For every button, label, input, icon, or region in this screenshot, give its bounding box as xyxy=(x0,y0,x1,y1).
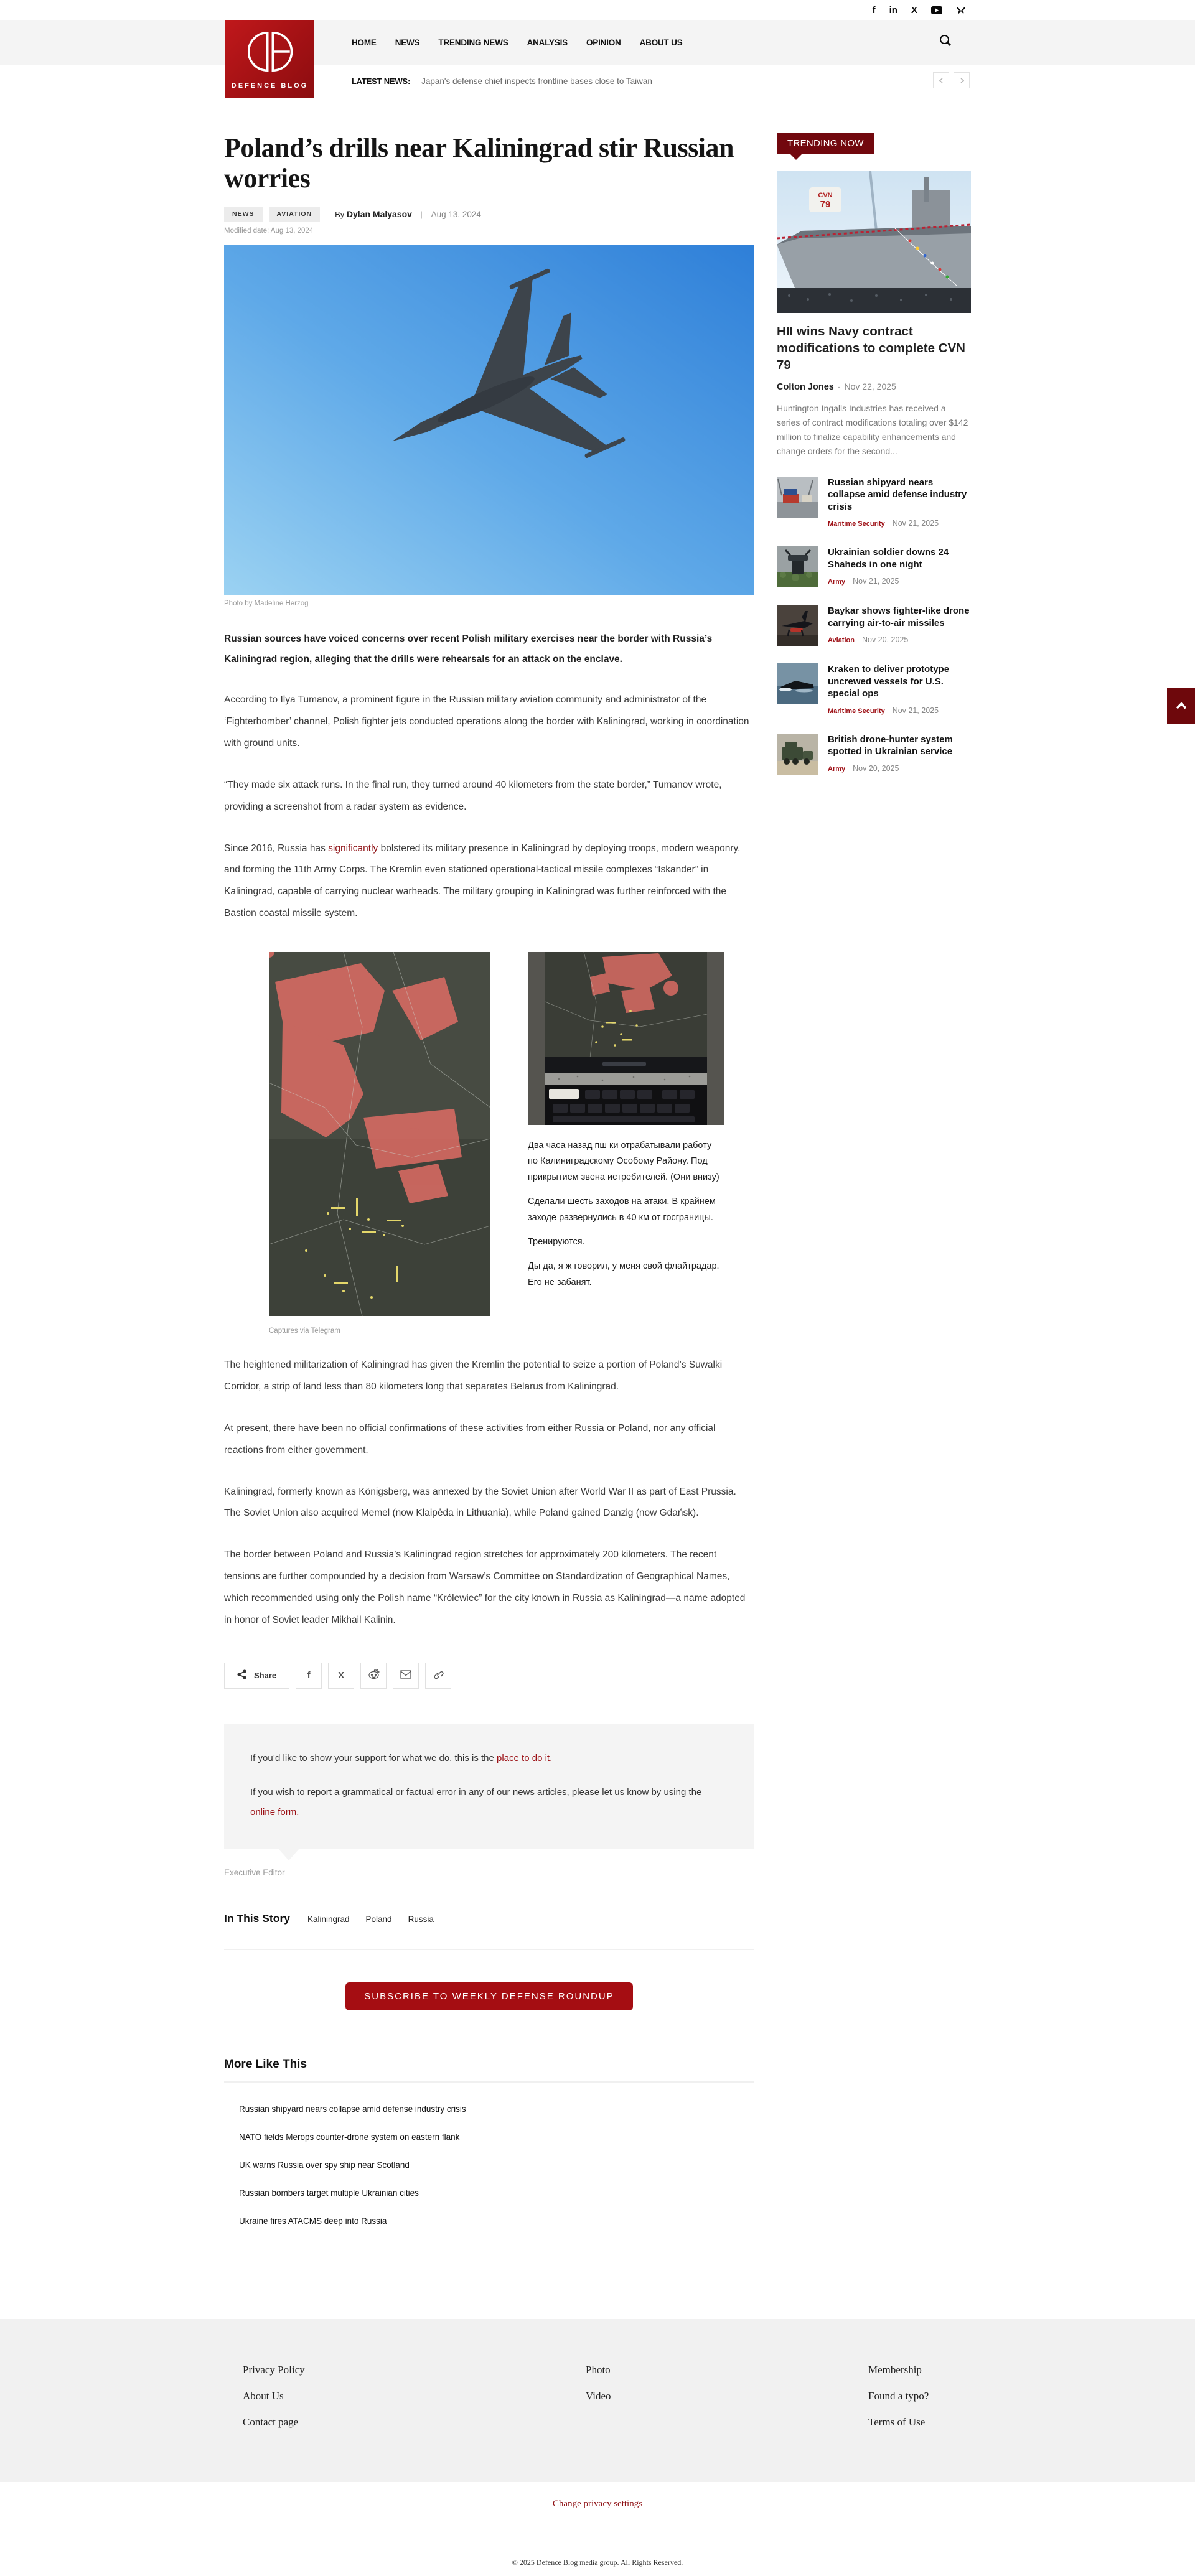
support-line-1-text: If you’d like to show your support for what we do, this is the xyxy=(250,1752,497,1763)
sidebar-item-category[interactable]: Maritime Security xyxy=(828,520,885,528)
main-nav-band xyxy=(0,20,1195,65)
radar-map-image xyxy=(269,952,490,1316)
telegram-captures-figure xyxy=(224,952,754,1316)
nav-news[interactable]: NEWS xyxy=(395,38,420,47)
modified-date: Modified date: Aug 13, 2024 xyxy=(224,226,314,235)
footer-link-membership[interactable]: Membership xyxy=(868,2364,922,2376)
paragraph-4 xyxy=(224,838,754,925)
more-like-this xyxy=(224,2058,754,2226)
sidebar-item-title[interactable]: British drone-hunter system spotted in Ukrainian service xyxy=(828,734,953,757)
telegram-message xyxy=(528,1138,724,1290)
share-email-button[interactable] xyxy=(393,1663,419,1689)
telegram-line-1: Два часа назад пш ки отрабатывали работу по Калиниградскому Особому Району. Под прикрытием звена истребителей. (Они внизу) xyxy=(528,1141,719,1182)
article-title: Poland’s drills near Kaliningrad stir Russian worries xyxy=(224,133,734,194)
sidebar-item xyxy=(777,663,971,716)
support-line-1 xyxy=(250,1748,728,1768)
search-button[interactable] xyxy=(939,34,952,49)
support-line-2 xyxy=(250,1783,728,1822)
support-link[interactable]: place to do it. xyxy=(497,1752,553,1763)
share-row xyxy=(224,1663,754,1689)
svg-text:CVN: CVN xyxy=(818,192,833,199)
hero-caption: Photo by Madeline Herzog xyxy=(224,599,309,607)
thumbnail-uncrewed-vessel[interactable] xyxy=(777,663,818,704)
thumbnail-baykar-drone[interactable] xyxy=(777,605,818,646)
footer xyxy=(0,2319,1195,2482)
ticker-next-button[interactable] xyxy=(954,72,970,88)
telegram-line-2: Сделали шесть заходов на атаки. В крайнем заходе развернулись в 40 км от госграницы. xyxy=(528,1197,716,1223)
svg-text:79: 79 xyxy=(820,199,831,210)
featured-meta xyxy=(777,381,971,392)
featured-image-carrier[interactable] xyxy=(777,171,971,313)
thumbnail-drone-hunter-truck[interactable] xyxy=(777,734,818,775)
paragraph-7: Kaliningrad, formerly known as Königsberg, was annexed by the Soviet Union after World War II as part of East Prussia. The Soviet Union also acquired Memel (now Klaipėda in Lithuania), while Poland gained Danzig (now Gdańsk). xyxy=(224,1486,736,1519)
related-link[interactable]: UK warns Russia over spy ship near Scotland xyxy=(239,2160,410,2170)
footer-column-2 xyxy=(473,2364,722,2429)
significantly-link[interactable]: significantly xyxy=(328,842,378,854)
facebook-icon[interactable]: f xyxy=(872,4,876,16)
sidebar-item-date: Nov 20, 2025 xyxy=(862,635,909,645)
sidebar-item-date: Nov 21, 2025 xyxy=(853,577,899,586)
telegram-line-4: Ды да, я ж говорил, у меня свой флайтрадар. Его не забанят. xyxy=(528,1261,719,1287)
social-links xyxy=(873,6,966,15)
sidebar-item-title[interactable]: Ukrainian soldier downs 24 Shaheds in one night xyxy=(828,547,949,570)
sidebar-item-title[interactable]: Russian shipyard nears collapse amid defense industry crisis xyxy=(828,477,967,512)
chevron-left-icon xyxy=(939,76,944,85)
nav-trending-news[interactable]: TRENDING NEWS xyxy=(438,38,508,47)
trending-now-badge: TRENDING NOW xyxy=(777,133,874,154)
story-tag-russia[interactable]: Russia xyxy=(408,1915,434,1925)
footer-link-photo[interactable]: Photo xyxy=(586,2364,611,2376)
sidebar xyxy=(777,133,971,2226)
footer-link-terms-of-use[interactable]: Terms of Use xyxy=(868,2416,926,2429)
footer-link-privacy-policy[interactable]: Privacy Policy xyxy=(243,2364,305,2376)
story-tag-kaliningrad[interactable]: Kaliningrad xyxy=(307,1915,350,1925)
paragraph-4-start: Since 2016, Russia has xyxy=(224,842,329,854)
ticker-label: LATEST NEWS: xyxy=(352,76,411,86)
article-main xyxy=(224,133,754,2226)
share-button[interactable] xyxy=(224,1663,289,1689)
category-tag-news[interactable]: NEWS xyxy=(224,207,263,222)
share-x-button[interactable] xyxy=(328,1663,354,1689)
related-link[interactable]: NATO fields Merops counter-drone system on eastern flank xyxy=(239,2132,460,2142)
nav-opinion[interactable]: OPINION xyxy=(586,38,621,47)
related-link[interactable]: Ukraine fires ATACMS deep into Russia xyxy=(239,2216,387,2226)
share-label: Share xyxy=(254,1671,277,1681)
sidebar-item-category[interactable]: Aviation xyxy=(828,637,855,645)
article-meta xyxy=(224,207,754,222)
paragraph-8: The border between Poland and Russia’s Kaliningrad region stretches for approximately 200 kilometers. The recent tensions are further compounded by a decision from Warsaw’s Committee on Standardization of Geographical Names, which recommended using only the Polish name “Królewiec” for the city known in Russia as Kaliningrad—a name adopted in honor of Soviet leader Mikhail Kalinin. xyxy=(224,1549,746,1625)
link-icon xyxy=(433,1669,444,1682)
facebook-icon: f xyxy=(307,1670,311,1681)
thumbnail-drone-gun[interactable] xyxy=(777,546,818,587)
featured-excerpt: Huntington Ingalls Industries has received a series of contract modifications totaling over $142 million to finalize capability enhancements and change orders for the second... xyxy=(777,403,968,457)
youtube-icon[interactable] xyxy=(931,6,942,14)
related-link[interactable]: Russian shipyard nears collapse amid defense industry crisis xyxy=(239,2104,466,2114)
linkedin-icon[interactable]: in xyxy=(889,4,897,16)
in-this-story-label: In This Story xyxy=(224,1912,290,1925)
support-box xyxy=(224,1724,754,1850)
byline-prefix: By xyxy=(335,209,345,219)
sidebar-item-date: Nov 21, 2025 xyxy=(892,706,939,715)
email-icon xyxy=(400,1670,411,1681)
paragraph-3: “They made six attack runs. In the final run, they turned around 40 kilometers from the state border,” Tumanov wrote, providing a screenshot from a radar system as evidence. xyxy=(224,779,722,812)
in-this-story xyxy=(224,1912,754,1925)
meta-dash: - xyxy=(837,381,841,392)
nav-about-us[interactable]: ABOUT US xyxy=(639,38,683,47)
share-icon xyxy=(237,1669,246,1681)
x-icon: X xyxy=(338,1670,345,1681)
top-social-bar xyxy=(0,0,1195,20)
author-link[interactable]: Dylan Malyasov xyxy=(346,208,412,219)
paragraph-4-end: bolstered its military presence in Kaliningrad by deploying troops, modern weaponry, and forming the 11th Army Corps. The Kremlin even stationed operational-tactical missile complexes “Iskander” in Kaliningrad, capable of carrying nuclear warheads. The military grouping in Kaliningrad was further reinforced with the Bastion coastal missile system. xyxy=(224,842,741,919)
thumbnail-shipyard[interactable] xyxy=(777,477,818,518)
sidebar-item-category[interactable]: Maritime Security xyxy=(828,707,885,715)
sidebar-item xyxy=(777,605,971,646)
chevron-up-icon xyxy=(1176,702,1186,712)
logo-wordmark: DEFENCE BLOG xyxy=(231,82,309,90)
nav-analysis[interactable]: ANALYSIS xyxy=(527,38,568,47)
sidebar-item-category[interactable]: Army xyxy=(828,765,846,773)
badge-notch xyxy=(790,154,802,160)
sidebar-item-category[interactable]: Army xyxy=(828,578,846,586)
telegram-caption: Captures via Telegram xyxy=(269,1327,340,1335)
main-nav xyxy=(352,38,683,47)
phone-radar-photo xyxy=(528,952,724,1125)
share-copy-link-button[interactable] xyxy=(425,1663,451,1689)
share-facebook-button[interactable] xyxy=(296,1663,322,1689)
executive-editor-label: Executive Editor xyxy=(224,1868,285,1878)
support-box-pointer xyxy=(279,1849,299,1860)
site-logo[interactable] xyxy=(225,20,314,98)
footer-column-1 xyxy=(224,2364,473,2429)
copyright-notice: © 2025 Defence Blog media group. All Rights Reserved. xyxy=(512,2558,683,2567)
sidebar-item-date: Nov 21, 2025 xyxy=(892,519,939,528)
sidebar-item-title[interactable]: Kraken to deliver prototype uncrewed vessels for U.S. special ops xyxy=(828,664,950,699)
featured-title[interactable]: HII wins Navy contract modifications to complete CVN 79 xyxy=(777,324,965,373)
ticker-headline[interactable]: Japan's defense chief inspects frontline bases close to Taiwan xyxy=(421,76,652,86)
paragraph-2: According to Ilya Tumanov, a prominent figure in the Russian military aviation community and administrator of the ‘Fighterbomber’ channel, Polish fighter jets conducted operations along the border with Kaliningrad, working in coordination with ground units. xyxy=(224,694,749,749)
byline xyxy=(335,209,481,219)
ticker-prev-button[interactable] xyxy=(933,72,949,88)
featured-author-link[interactable]: Colton Jones xyxy=(777,382,834,393)
hero-image-fighter-jet xyxy=(224,245,754,595)
sidebar-item xyxy=(777,546,971,587)
footer-link-contact-page[interactable]: Contact page xyxy=(243,2416,299,2429)
footer-link-about-us[interactable]: About Us xyxy=(243,2390,284,2402)
footer-link-video[interactable]: Video xyxy=(586,2390,611,2402)
x-icon[interactable]: X xyxy=(911,4,917,16)
category-tag-aviation[interactable]: AVIATION xyxy=(269,207,321,222)
story-tag-poland[interactable]: Poland xyxy=(365,1915,392,1925)
online-form-link[interactable]: online form. xyxy=(250,1806,299,1818)
divider xyxy=(224,1949,754,1950)
back-to-top-button[interactable] xyxy=(1167,688,1195,724)
bluesky-icon[interactable] xyxy=(956,6,966,14)
search-icon xyxy=(939,40,952,49)
support-line-2-text: If you wish to report a grammatical or factual error in any of our news articles, please let us know by using the xyxy=(250,1787,702,1798)
change-privacy-settings-link[interactable]: Change privacy settings xyxy=(552,2499,643,2509)
sidebar-item xyxy=(777,734,971,775)
reddit-icon xyxy=(368,1669,380,1682)
sidebar-item xyxy=(777,477,971,530)
nav-home[interactable]: HOME xyxy=(352,38,377,47)
latest-news-ticker xyxy=(0,65,1195,96)
paragraph-5: The heightened militarization of Kaliningrad has given the Kremlin the potential to seize a portion of Poland’s Suwalki Corridor, a strip of land less than 80 kilometers long that separates Belarus from Kaliningrad. xyxy=(224,1360,723,1392)
sidebar-item-title[interactable]: Baykar shows fighter-like drone carrying air-to-air missiles xyxy=(828,605,970,628)
byline-divider: | xyxy=(420,209,423,219)
more-like-this-title: More Like This xyxy=(224,2058,307,2071)
lead-paragraph: Russian sources have voiced concerns over recent Polish military exercises near the border with Russia’s Kaliningrad region, alleging that the drills were rehearsals for an attack on the enclave. xyxy=(224,633,713,665)
paragraph-6: At present, there have been no official confirmations of these activities from either Russia or Poland, nor any official reactions from either government. xyxy=(224,1422,716,1455)
featured-date: Nov 22, 2025 xyxy=(844,381,896,392)
publish-date: Aug 13, 2024 xyxy=(431,209,481,219)
chevron-right-icon xyxy=(959,76,965,85)
share-reddit-button[interactable] xyxy=(360,1663,387,1689)
footer-link-found-a-typo[interactable]: Found a typo? xyxy=(868,2390,929,2402)
subscribe-button[interactable]: SUBSCRIBE TO WEEKLY DEFENSE ROUNDUP xyxy=(345,1982,632,2010)
footer-column-3 xyxy=(722,2364,971,2429)
telegram-line-3: Тренируются. xyxy=(528,1236,585,1247)
divider xyxy=(224,2081,754,2083)
defence-blog-emblem-icon xyxy=(248,29,293,77)
related-link[interactable]: Russian bombers target multiple Ukrainian cities xyxy=(239,2188,419,2198)
sidebar-item-date: Nov 20, 2025 xyxy=(853,763,899,773)
